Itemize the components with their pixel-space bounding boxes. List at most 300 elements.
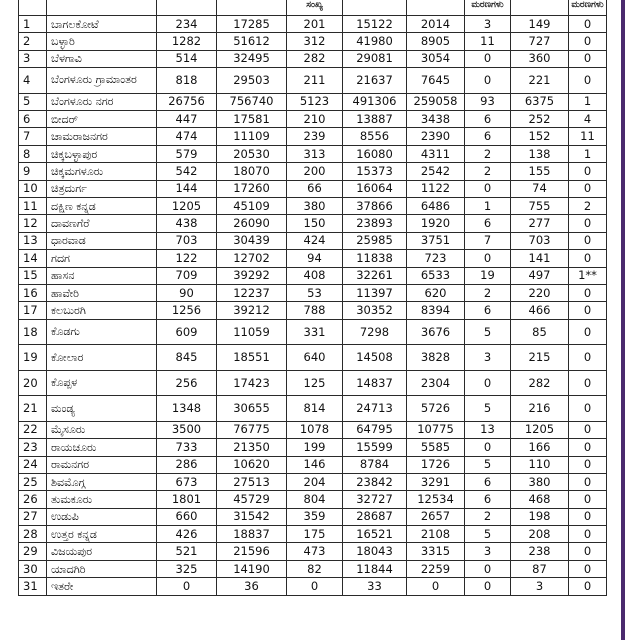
value-cell: 0 [465, 250, 511, 267]
value-cell: 208 [511, 526, 569, 543]
value-cell: 438 [157, 215, 217, 232]
value-cell: 360 [511, 50, 569, 67]
district-name-cell: ಕೋಲಾರ [47, 345, 157, 371]
value-cell: 90 [157, 284, 217, 301]
value-cell: 0 [569, 560, 607, 577]
value-cell: 16080 [343, 145, 407, 162]
value-cell: 620 [407, 284, 465, 301]
value-cell: 256 [157, 370, 217, 396]
table-row [19, 50, 607, 67]
serial-number-cell: 5 [19, 93, 47, 110]
value-cell: 33 [343, 578, 407, 595]
value-cell: 0 [569, 33, 607, 50]
value-cell: 1282 [157, 33, 217, 50]
district-name-cell: ರಾಯಚೂರು [47, 439, 157, 456]
value-cell: 325 [157, 560, 217, 577]
value-cell: 3676 [407, 319, 465, 345]
header-cell-c7 [511, 0, 569, 16]
value-cell: 2108 [407, 526, 465, 543]
value-cell: 359 [287, 508, 343, 525]
header-cell-sl [19, 0, 47, 16]
table-row [19, 111, 607, 128]
serial-number-cell: 2 [19, 33, 47, 50]
value-cell: 6 [465, 128, 511, 145]
value-cell: 10775 [407, 421, 465, 438]
value-cell: 8905 [407, 33, 465, 50]
value-cell: 5123 [287, 93, 343, 110]
district-name-cell: ದಾವಣಗೆರೆ [47, 215, 157, 232]
value-cell: 29081 [343, 50, 407, 67]
value-cell: 3 [465, 16, 511, 33]
serial-number-cell: 19 [19, 345, 47, 371]
table-row [19, 198, 607, 215]
table-row [19, 508, 607, 525]
value-cell: 215 [511, 345, 569, 371]
value-cell: 149 [511, 16, 569, 33]
value-cell: 11838 [343, 250, 407, 267]
value-cell: 21637 [343, 68, 407, 94]
value-cell: 15122 [343, 16, 407, 33]
page-edge-bar [621, 0, 625, 640]
value-cell: 8556 [343, 128, 407, 145]
table-row [19, 93, 607, 110]
value-cell: 16521 [343, 526, 407, 543]
value-cell: 2 [465, 508, 511, 525]
value-cell: 19 [465, 267, 511, 284]
district-name-cell: ಕಲಬುರಗಿ [47, 302, 157, 319]
value-cell: 3054 [407, 50, 465, 67]
value-cell: 74 [511, 180, 569, 197]
value-cell: 32495 [217, 50, 287, 67]
value-cell: 5 [465, 319, 511, 345]
district-name-cell: ಯಾದಗಿರಿ [47, 560, 157, 577]
value-cell: 14190 [217, 560, 287, 577]
value-cell: 1 [569, 93, 607, 110]
value-cell: 45729 [217, 491, 287, 508]
value-cell: 0 [569, 456, 607, 473]
value-cell: 36 [217, 578, 287, 595]
district-name-cell: ಚಾಮರಾಜನಗರ [47, 128, 157, 145]
value-cell: 27513 [217, 473, 287, 490]
value-cell: 11059 [217, 319, 287, 345]
value-cell: 0 [569, 284, 607, 301]
table-row [19, 250, 607, 267]
value-cell: 220 [511, 284, 569, 301]
value-cell: 0 [569, 232, 607, 249]
value-cell: 286 [157, 456, 217, 473]
value-cell: 20530 [217, 145, 287, 162]
value-cell: 0 [287, 578, 343, 595]
value-cell: 2 [569, 198, 607, 215]
value-cell: 39292 [217, 267, 287, 284]
serial-number-cell: 1 [19, 16, 47, 33]
value-cell: 282 [511, 370, 569, 396]
value-cell: 3 [465, 345, 511, 371]
value-cell: 66 [287, 180, 343, 197]
value-cell: 6486 [407, 198, 465, 215]
value-cell: 166 [511, 439, 569, 456]
serial-number-cell: 25 [19, 473, 47, 490]
value-cell: 6375 [511, 93, 569, 110]
value-cell: 31542 [217, 508, 287, 525]
district-covid-table [18, 0, 607, 596]
value-cell: 32727 [343, 491, 407, 508]
value-cell: 424 [287, 232, 343, 249]
value-cell: 1078 [287, 421, 343, 438]
value-cell: 0 [465, 180, 511, 197]
value-cell: 11397 [343, 284, 407, 301]
header-cell-c3: ಸಂಖ್ಯ [287, 0, 343, 16]
serial-number-cell: 10 [19, 180, 47, 197]
value-cell: 25985 [343, 232, 407, 249]
value-cell: 221 [511, 68, 569, 94]
value-cell: 198 [511, 508, 569, 525]
table-row [19, 396, 607, 422]
value-cell: 17285 [217, 16, 287, 33]
table-row [19, 345, 607, 371]
value-cell: 2 [465, 284, 511, 301]
value-cell: 3438 [407, 111, 465, 128]
serial-number-cell: 21 [19, 396, 47, 422]
value-cell: 2014 [407, 16, 465, 33]
value-cell: 14837 [343, 370, 407, 396]
value-cell: 723 [407, 250, 465, 267]
value-cell: 64795 [343, 421, 407, 438]
value-cell: 51612 [217, 33, 287, 50]
value-cell: 210 [287, 111, 343, 128]
value-cell: 53 [287, 284, 343, 301]
value-cell: 7 [465, 232, 511, 249]
value-cell: 0 [569, 396, 607, 422]
value-cell: 0 [569, 163, 607, 180]
table-row [19, 439, 607, 456]
value-cell: 152 [511, 128, 569, 145]
value-cell: 380 [511, 473, 569, 490]
value-cell: 39212 [217, 302, 287, 319]
value-cell: 30439 [217, 232, 287, 249]
value-cell: 11109 [217, 128, 287, 145]
value-cell: 76775 [217, 421, 287, 438]
header-cell-c8: ಮರಣಗಳು [569, 0, 607, 16]
value-cell: 216 [511, 396, 569, 422]
value-cell: 497 [511, 267, 569, 284]
value-cell: 5 [465, 396, 511, 422]
serial-number-cell: 20 [19, 370, 47, 396]
value-cell: 122 [157, 250, 217, 267]
value-cell: 0 [407, 578, 465, 595]
district-name-cell: ಇತರೇ [47, 578, 157, 595]
value-cell: 0 [465, 370, 511, 396]
value-cell: 3828 [407, 345, 465, 371]
district-name-cell: ಹಾವೇರಿ [47, 284, 157, 301]
value-cell: 110 [511, 456, 569, 473]
district-name-cell: ಚಿಕ್ಕಮಗಳೂರು [47, 163, 157, 180]
value-cell: 804 [287, 491, 343, 508]
table-row [19, 68, 607, 94]
value-cell: 0 [569, 370, 607, 396]
table-row [19, 163, 607, 180]
value-cell: 150 [287, 215, 343, 232]
value-cell: 85 [511, 319, 569, 345]
value-cell: 0 [157, 578, 217, 595]
value-cell: 673 [157, 473, 217, 490]
value-cell: 3 [465, 543, 511, 560]
serial-number-cell: 6 [19, 111, 47, 128]
table-row [19, 180, 607, 197]
value-cell: 282 [287, 50, 343, 67]
value-cell: 7298 [343, 319, 407, 345]
district-name-cell: ಬಾಗಲಕೋಟೆ [47, 16, 157, 33]
value-cell: 17423 [217, 370, 287, 396]
value-cell: 15373 [343, 163, 407, 180]
value-cell: 2304 [407, 370, 465, 396]
value-cell: 26756 [157, 93, 217, 110]
value-cell: 3315 [407, 543, 465, 560]
value-cell: 6 [465, 473, 511, 490]
value-cell: 7645 [407, 68, 465, 94]
value-cell: 756740 [217, 93, 287, 110]
value-cell: 3291 [407, 473, 465, 490]
serial-number-cell: 31 [19, 578, 47, 595]
value-cell: 29503 [217, 68, 287, 94]
serial-number-cell: 3 [19, 50, 47, 67]
value-cell: 11 [569, 128, 607, 145]
value-cell: 0 [569, 578, 607, 595]
value-cell: 5585 [407, 439, 465, 456]
value-cell: 5726 [407, 396, 465, 422]
table-row [19, 33, 607, 50]
value-cell: 0 [569, 345, 607, 371]
serial-number-cell: 14 [19, 250, 47, 267]
serial-number-cell: 7 [19, 128, 47, 145]
value-cell: 542 [157, 163, 217, 180]
district-name-cell: ಬೀದರ್ [47, 111, 157, 128]
value-cell: 23842 [343, 473, 407, 490]
district-name-cell: ಮಂಡ್ಯ [47, 396, 157, 422]
value-cell: 0 [569, 319, 607, 345]
value-cell: 18043 [343, 543, 407, 560]
district-name-cell: ಮೈಸೂರು [47, 421, 157, 438]
table-row [19, 145, 607, 162]
value-cell: 21596 [217, 543, 287, 560]
serial-number-cell: 17 [19, 302, 47, 319]
value-cell: 94 [287, 250, 343, 267]
value-cell: 13887 [343, 111, 407, 128]
value-cell: 1726 [407, 456, 465, 473]
value-cell: 521 [157, 543, 217, 560]
value-cell: 1205 [511, 421, 569, 438]
value-cell: 640 [287, 345, 343, 371]
value-cell: 204 [287, 473, 343, 490]
district-name-cell: ಗದಗ [47, 250, 157, 267]
value-cell: 41980 [343, 33, 407, 50]
value-cell: 141 [511, 250, 569, 267]
serial-number-cell: 16 [19, 284, 47, 301]
value-cell: 408 [287, 267, 343, 284]
value-cell: 5 [465, 456, 511, 473]
value-cell: 0 [465, 560, 511, 577]
value-cell: 0 [569, 508, 607, 525]
district-name-cell: ರಾಮನಗರ [47, 456, 157, 473]
value-cell: 1205 [157, 198, 217, 215]
value-cell: 238 [511, 543, 569, 560]
value-cell: 30352 [343, 302, 407, 319]
value-cell: 6 [465, 111, 511, 128]
value-cell: 0 [569, 421, 607, 438]
header-cell-c4 [343, 0, 407, 16]
value-cell: 0 [569, 473, 607, 490]
value-cell: 313 [287, 145, 343, 162]
value-cell: 3500 [157, 421, 217, 438]
value-cell: 15599 [343, 439, 407, 456]
value-cell: 12702 [217, 250, 287, 267]
value-cell: 0 [569, 180, 607, 197]
serial-number-cell: 12 [19, 215, 47, 232]
value-cell: 12237 [217, 284, 287, 301]
value-cell: 0 [569, 250, 607, 267]
value-cell: 5 [465, 526, 511, 543]
table-row [19, 526, 607, 543]
value-cell: 6 [465, 302, 511, 319]
district-name-cell: ತುಮಕೂರು [47, 491, 157, 508]
value-cell: 818 [157, 68, 217, 94]
header-cell-c5 [407, 0, 465, 16]
value-cell: 380 [287, 198, 343, 215]
table-row [19, 491, 607, 508]
value-cell: 788 [287, 302, 343, 319]
value-cell: 0 [569, 543, 607, 560]
serial-number-cell: 26 [19, 491, 47, 508]
value-cell: 0 [569, 302, 607, 319]
value-cell: 1348 [157, 396, 217, 422]
district-name-cell: ಬೆಂಗಳೂರು ನಗರ [47, 93, 157, 110]
value-cell: 234 [157, 16, 217, 33]
value-cell: 18837 [217, 526, 287, 543]
header-cell-c6: ಮರಣಗಳು [465, 0, 511, 16]
serial-number-cell: 4 [19, 68, 47, 94]
value-cell: 3751 [407, 232, 465, 249]
value-cell: 138 [511, 145, 569, 162]
serial-number-cell: 13 [19, 232, 47, 249]
district-name-cell: ಧಾರವಾಡ [47, 232, 157, 249]
table-row [19, 370, 607, 396]
value-cell: 4311 [407, 145, 465, 162]
serial-number-cell: 15 [19, 267, 47, 284]
value-cell: 2390 [407, 128, 465, 145]
value-cell: 468 [511, 491, 569, 508]
value-cell: 426 [157, 526, 217, 543]
value-cell: 1256 [157, 302, 217, 319]
value-cell: 146 [287, 456, 343, 473]
value-cell: 0 [569, 215, 607, 232]
value-cell: 93 [465, 93, 511, 110]
value-cell: 259058 [407, 93, 465, 110]
table-row [19, 578, 607, 595]
table-row [19, 543, 607, 560]
value-cell: 175 [287, 526, 343, 543]
table-row [19, 16, 607, 33]
value-cell: 277 [511, 215, 569, 232]
value-cell: 2 [465, 145, 511, 162]
serial-number-cell: 23 [19, 439, 47, 456]
value-cell: 514 [157, 50, 217, 67]
value-cell: 17260 [217, 180, 287, 197]
district-name-cell: ಹಾಸನ [47, 267, 157, 284]
value-cell: 0 [465, 50, 511, 67]
header-cell-district [47, 0, 157, 16]
serial-number-cell: 11 [19, 198, 47, 215]
value-cell: 1 [569, 145, 607, 162]
value-cell: 28687 [343, 508, 407, 525]
serial-number-cell: 24 [19, 456, 47, 473]
table-row [19, 560, 607, 577]
serial-number-cell: 29 [19, 543, 47, 560]
table-row [19, 284, 607, 301]
table-row [19, 215, 607, 232]
value-cell: 8784 [343, 456, 407, 473]
value-cell: 16064 [343, 180, 407, 197]
serial-number-cell: 18 [19, 319, 47, 345]
table-row [19, 421, 607, 438]
value-cell: 6 [465, 491, 511, 508]
district-name-cell: ಕೊಡಗು [47, 319, 157, 345]
district-name-cell: ಉಡುಪಿ [47, 508, 157, 525]
value-cell: 2 [465, 163, 511, 180]
value-cell: 11844 [343, 560, 407, 577]
value-cell: 0 [569, 439, 607, 456]
table-row [19, 267, 607, 284]
value-cell: 0 [569, 16, 607, 33]
value-cell: 331 [287, 319, 343, 345]
table-row [19, 456, 607, 473]
value-cell: 24713 [343, 396, 407, 422]
value-cell: 703 [157, 232, 217, 249]
value-cell: 239 [287, 128, 343, 145]
value-cell: 211 [287, 68, 343, 94]
table-row [19, 128, 607, 145]
value-cell: 2259 [407, 560, 465, 577]
value-cell: 703 [511, 232, 569, 249]
serial-number-cell: 27 [19, 508, 47, 525]
value-cell: 2657 [407, 508, 465, 525]
value-cell: 199 [287, 439, 343, 456]
value-cell: 709 [157, 267, 217, 284]
serial-number-cell: 8 [19, 145, 47, 162]
serial-number-cell: 9 [19, 163, 47, 180]
value-cell: 0 [569, 68, 607, 94]
value-cell: 474 [157, 128, 217, 145]
value-cell: 312 [287, 33, 343, 50]
value-cell: 727 [511, 33, 569, 50]
value-cell: 45109 [217, 198, 287, 215]
district-name-cell: ಶಿವಮೊಗ್ಗ [47, 473, 157, 490]
value-cell: 491306 [343, 93, 407, 110]
value-cell: 3 [511, 578, 569, 595]
value-cell: 660 [157, 508, 217, 525]
value-cell: 18551 [217, 345, 287, 371]
serial-number-cell: 30 [19, 560, 47, 577]
value-cell: 0 [465, 68, 511, 94]
value-cell: 1920 [407, 215, 465, 232]
value-cell: 755 [511, 198, 569, 215]
value-cell: 23893 [343, 215, 407, 232]
value-cell: 609 [157, 319, 217, 345]
value-cell: 466 [511, 302, 569, 319]
value-cell: 125 [287, 370, 343, 396]
value-cell: 17581 [217, 111, 287, 128]
value-cell: 6533 [407, 267, 465, 284]
district-name-cell: ಬಳ್ಳಾರಿ [47, 33, 157, 50]
